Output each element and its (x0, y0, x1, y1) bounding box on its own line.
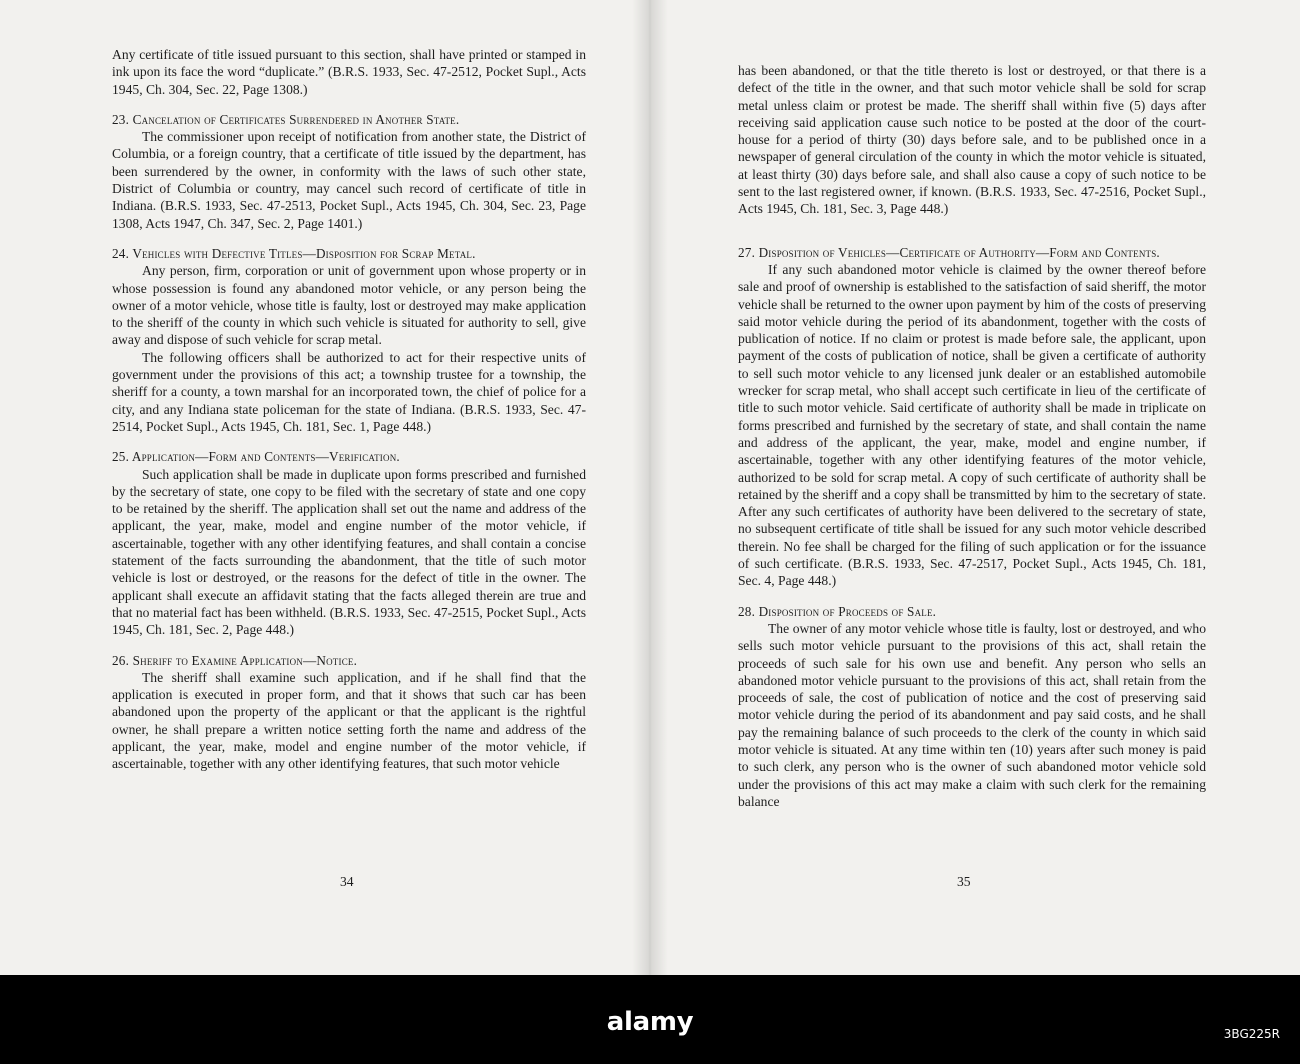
left-page (0, 0, 650, 975)
right-page (650, 0, 1300, 975)
section-25-paragraph: Such application shall be made in duplicate upon forms prescribed and furnished by the secretary of state, one copy to be filed with the secretary of state and one copy to be retained by the sheriff. The application shall set out the name and address of the applicant, the year, make, model and engine number of the motor vehicle, if ascertainable, together with any other identifying features, and shall contain a concise statement of the facts surrounding the abandonment, that the title of such motor vehicle is lost or destroyed, or the reasons for the defect of title in the owner. The applicant shall execute an affidavit stating that the facts alleged therein are true and that no material fact has been withheld. (B.R.S. 1933, Sec. 47-2515, Pocket Supl., Acts 1945, Ch. 181, Sec. 2, Page 448.) (112, 466, 586, 638)
section-27-paragraph: If any such abandoned motor vehicle is claimed by the owner thereof before sale and proof of ownership is established to the satisfaction of said sheriff, the motor vehicle shall be returned to the owner upon payment by him of the costs of preserving said motor vehicle during the period of its abandonment, together with the costs of publication of notice. If no claim or protest is made before sale, the applicant, upon payment of the costs of publication of notice, shall be given a certificate of authority to sell such motor vehicle to any licensed junk dealer or an established automobile wrecker for scrap metal, who shall accept such certificate in lieu of the certificate of title to such motor vehicle. Said certificate of authority shall be made in triplicate on forms prescribed and furnished by the secretary of state, and shall contain the name and address of the applicant, the year, make, model and engine number, if ascertainable, together with any other identifying features of the motor vehicle, authorized to be sold for scrap metal. A copy of such certificate of authority shall be retained by the sheriff and a copy shall be transmitted by him to the secretary of state. After any such certificates of authority have been delivered to the secretary of state, no subsequent certificate of title shall be issued for any such motor vehicle described therein. No fee shall be charged for the filing of such application or for the issuance of such certificate. (B.R.S. 1933, Sec. 47-2517, Pocket Supl., Acts 1945, Ch. 181, Sec. 4, Page 448.) (738, 261, 1206, 589)
section-27-heading: 27. Disposition of Vehicles—Certificate of Authority—Form and Contents. (738, 244, 1160, 260)
section-24-paragraph-1: Any person, firm, corporation or unit of government upon whose property or in whose possession is found any abandoned motor vehicle, or any person being the owner of a motor vehicle, whose title is faulty, lost or destroyed may make application to the sheriff of the county in which such vehicle is situated for authority to sell, give away and dispose of such vehicle for scrap metal. (112, 263, 586, 348)
left-page-number: 34 (340, 874, 354, 889)
book-gutter (632, 0, 668, 975)
left-intro-paragraph: Any certificate of title issued pursuant to this section, shall have printed or stamped in ink upon its face the word “duplicate.” (B.R.S. 1933, Sec. 47-2512, Pocket Supl., Acts 1945, Ch. 304, Sec. 22, Page 1308.) (112, 47, 586, 97)
left-page-text (112, 46, 586, 773)
right-page-number: 35 (957, 874, 971, 889)
section-26-heading: 26. Sheriff to Examine Application—Notice. (112, 652, 358, 668)
section-24-heading: 24. Vehicles with Defective Titles—Disposition for Scrap Metal. (112, 245, 476, 261)
section-23-heading: 23. Cancelation of Certificates Surrendered in Another State. (112, 111, 460, 127)
section-24-paragraph-2: The following officers shall be authorized to act for their respective units of government under the provisions of this act; a township trustee for a township, the sheriff for a county, a town marshal for an incorporated town, the chief of police for a city, and any Indiana state policeman for the state of Indiana. (B.R.S. 1933, Sec. 47-2514, Pocket Supl., Acts 1945, Ch. 181, Sec. 1, Page 448.) (112, 349, 586, 434)
section-28-heading: 28. Disposition of Proceeds of Sale. (738, 603, 937, 619)
watermark-image-id: 3BG225R (1223, 1027, 1280, 1041)
watermark-logo: alamy (606, 1007, 694, 1037)
section-28-paragraph: The owner of any motor vehicle whose title is faulty, lost or destroyed, and who sells such motor vehicle pursuant to the provisions of this act, shall retain the proceeds of such sale for his own use and benefit. Any person who sells an abandoned motor vehicle pursuant to the provisions of this act, shall retain from the proceeds of sale, the cost of publication of notice and the cost of preserving said motor vehicle during the period of its abandonment and pay said costs, and he shall pay the remaining balance of such proceeds to the clerk of the county in which said motor vehicle is situated. At any time within ten (10) years after such money is paid to such clerk, any person who is the owner of such abandoned motor vehicle sold under the provisions of this act may make a claim with such clerk for the remaining balance (738, 620, 1206, 809)
right-page-text (738, 62, 1206, 810)
section-26-paragraph: The sheriff shall examine such application, and if he shall find that the application is executed in proper form, and that it shows that such car has been abandoned upon the property of the applicant or that the applicant is the rightful owner, he shall prepare a written notice setting forth the name and address of the applicant, the year, make, model and engine number of the motor vehicle, if ascertainable, together with any other identifying features, that such motor vehicle (112, 669, 586, 772)
right-intro-paragraph: has been abandoned, or that the title thereto is lost or destroyed, or that there is a defect of the title in the owner, and that such motor vehicle shall be sold for scrap metal unless claim or protest be made. The sheriff shall within five (5) days after receiving said application cause such notice to be posted at the door of the court-house for a period of thirty (30) days before sale, and to be published once in a newspaper of general circulation of the county in which the motor vehicle is situated, at least thirty (30) days before sale, and shall also cause a copy of such notice to be sent to the last registered owner, if known. (B.R.S. 1933, Sec. 47-2516, Pocket Supl., Acts 1945, Ch. 181, Sec. 3, Page 448.) (738, 63, 1206, 217)
section-25-heading: 25. Application—Form and Contents—Verification. (112, 449, 400, 465)
watermark-bar (0, 975, 1300, 1064)
section-23-paragraph: The commissioner upon receipt of notification from another state, the District of Columbia, or a foreign country, that a certificate of title issued by the department, has been surrendered by the owner, in conformity with the laws of such other state, District of Columbia or country, may cancel such record of certificate of title in Indiana. (B.R.S. 1933, Sec. 47-2513, Pocket Supl., Acts 1945, Ch. 304, Sec. 23, Page 1308, Acts 1947, Ch. 347, Sec. 2, Page 1401.) (112, 129, 586, 231)
